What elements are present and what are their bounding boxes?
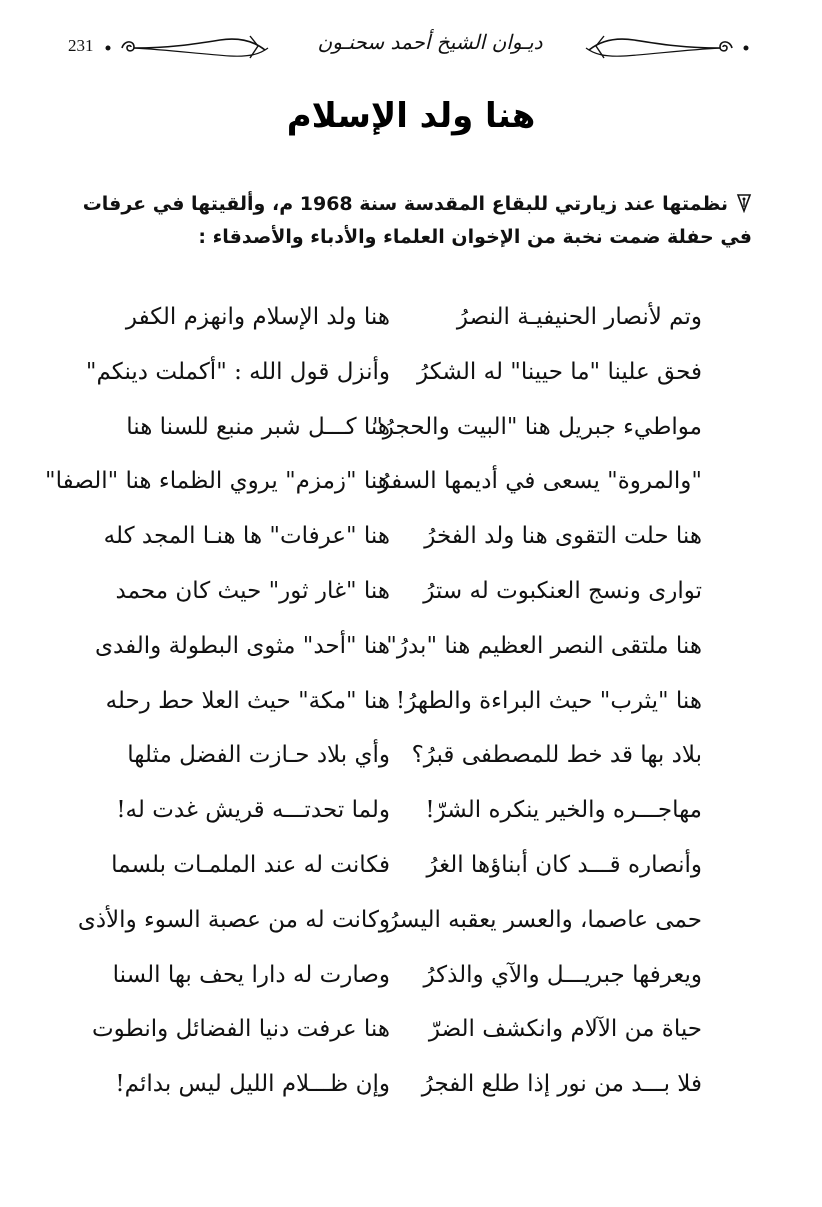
pen-nib-icon (736, 193, 752, 213)
verse-row (0, 1002, 822, 1057)
verse-first-hemistich: هنا ولد الإسلام وانهزم الكفر (125, 304, 390, 330)
verse-first-hemistich: هنا عرفت دنيا الفضائل وانطوت (91, 1016, 390, 1043)
verse-row (0, 893, 822, 948)
flourish-ornament-left (100, 30, 280, 64)
verse-first-hemistich: وأي بلاد حـازت الفضل مثلها (127, 742, 390, 769)
flourish-ornament-right (574, 30, 754, 64)
verse-second-hemistich: هنا ملتقى النصر العظيم هنا "بدرُ" (386, 632, 702, 659)
page-number: 231 (68, 36, 94, 55)
verse-row (0, 674, 822, 729)
verse-row (0, 564, 822, 619)
verse-first-hemistich: هنا "مكة" حيث العلا حط رحله (105, 687, 390, 714)
running-title: ديـوان الشيخ أحمد سحنـون (317, 30, 543, 54)
verse-second-hemistich: هنا حلت التقوى هنا ولد الفخرُ (424, 523, 702, 550)
verse-second-hemistich: بلاد بها قد خط للمصطفى قبرُ؟ (411, 742, 702, 769)
verse-second-hemistich: فلا بـــد من نور إذا طلع الفجرُ (421, 1071, 702, 1098)
verse-second-hemistich: "والمروة" يسعى في أديمها السفرُ (378, 468, 702, 495)
verse-first-hemistich: هنا "زمزم" يروي الظماء هنا "الصفا" (45, 468, 390, 495)
verse-first-hemistich: وإن ظـــلام الليل ليس بدائم! (115, 1071, 390, 1098)
verse-second-hemistich: مهاجـــره والخير ينكره الشرّ! (425, 797, 702, 824)
verse-second-hemistich: توارى ونسج العنكبوت له سترُ (423, 577, 702, 604)
verse-second-hemistich: ويعرفها جبريـــل والآي والذكرُ (423, 961, 702, 988)
verse-row (0, 948, 822, 1003)
verse-second-hemistich: حياة من الآلام وانكشف الضرّ (428, 1016, 702, 1043)
verse-second-hemistich: هنا "يثرب" حيث البراءة والطهرُ! (395, 687, 702, 714)
verse-row (0, 728, 822, 783)
verse-first-hemistich: هنا كـــل شبر منبع للسنا هنا (126, 413, 390, 440)
verse-row (0, 290, 822, 345)
verse-first-hemistich: هنا "غار ثور" حيث كان محمد (115, 577, 390, 604)
verse-row (0, 1057, 822, 1112)
verse-first-hemistich: وكانت له من عصبة السوء والأذى (77, 906, 390, 933)
verse-row (0, 400, 822, 455)
verse-second-hemistich: مواطيء جبريل هنا "البيت والحجرُ" (372, 413, 702, 440)
verse-second-hemistich: وأنصاره قـــد كان أبناؤها الغرُ (426, 851, 702, 878)
verse-first-hemistich: وصارت له دارا يحف بها السنا (112, 961, 390, 988)
verse-second-hemistich: حمى عاصما، والعسر يعقبه اليسرُ (387, 906, 702, 933)
verse-first-hemistich: هنا "عرفات" ها هنـا المجد كله (103, 523, 390, 550)
verse-first-hemistich: فكانت له عند الملمـات بلسما (111, 851, 390, 878)
verse-second-hemistich: وتم لأنصار الحنيفيـة النصرُ (456, 304, 702, 330)
poem-verses (0, 290, 822, 1112)
verse-first-hemistich: هنا "أحد" مثوى البطولة والفدى (95, 632, 390, 659)
verse-first-hemistich: ولما تحدتـــه قريش غدت له! (116, 797, 390, 824)
verse-first-hemistich: وأنزل قول الله : "أكملت دينكم" (85, 358, 390, 385)
page-header (0, 22, 822, 72)
verse-row (0, 345, 822, 400)
verse-row (0, 838, 822, 893)
verse-row (0, 619, 822, 674)
poem-title: هنا ولد الإسلام (286, 96, 536, 136)
poem-intro (72, 188, 752, 254)
verse-second-hemistich: فحق علينا "ما حيينا" له الشكرُ (417, 358, 702, 385)
verse-row (0, 509, 822, 564)
verse-row (0, 454, 822, 509)
intro-text: نظمتها عند زيارتي للبقاع المقدسة سنة 1968 م، وألقيتها في عرفات في حفلة ضمت نخبة من الإخوان العلماء والأدباء والأصدقاء : (82, 193, 752, 248)
verse-row (0, 783, 822, 838)
